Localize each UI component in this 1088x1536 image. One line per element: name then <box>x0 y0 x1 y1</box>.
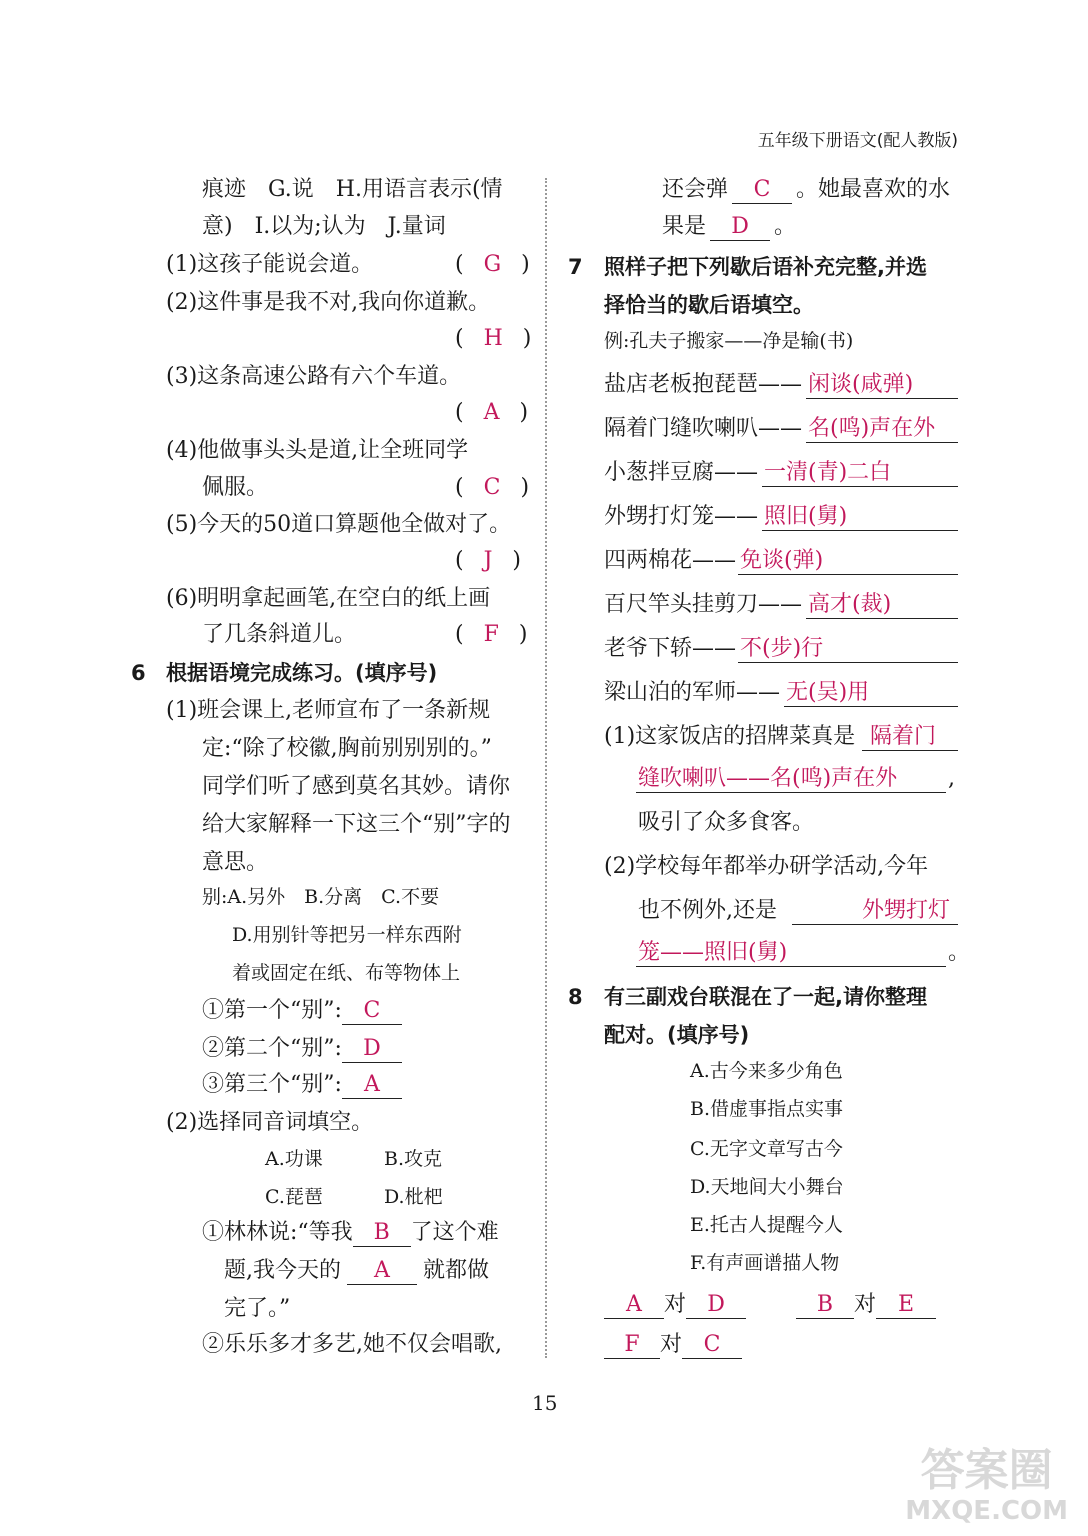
q7-item-3-answer: 一清(青)二白 <box>764 460 892 485</box>
q5-item-1: (1)这孩子能说会道。 <box>166 252 374 277</box>
q6-p2-s1-line3: 完了。” <box>224 1296 291 1321</box>
q7-fill2-line2: 也不例外,还是 <box>638 898 777 923</box>
q7-fill2-answer-1: 外甥打灯 <box>862 898 951 923</box>
q6-p2-s1-line2: 题,我今天的 A 就都做 <box>224 1258 490 1283</box>
q6-sub-2: ②第二个“别”: D <box>202 1034 402 1064</box>
q6-sub-3: ③第三个“别”: A <box>202 1070 402 1100</box>
q7-item-7-answer: 不(步)行 <box>740 636 824 661</box>
q6-p2-s2: ②乐乐多才多艺,她不仅会唱歌, <box>202 1332 502 1357</box>
q7-item-8-question: 梁山泊的军师—— <box>604 680 781 705</box>
q5-item-5-answer: ( J ) <box>455 548 522 573</box>
q7-title-1: 照样子把下列歇后语补充完整,并选 <box>604 255 927 279</box>
header-title: 五年级下册语文(配人教版) <box>757 131 958 151</box>
q6-p1-line2: 定:“除了校徽,胸前别别别的。” <box>202 736 492 761</box>
q7-fill2-answer-2: 笼——照旧(舅) <box>638 940 788 965</box>
q7-item-6-answer: 高才(裁) <box>808 592 892 617</box>
q8-opt-d: D.天地间大小舞台 <box>690 1176 844 1198</box>
q7-item-6-question: 百尺竿头挂剪刀—— <box>604 592 803 617</box>
q5-item-6-cont: 了几条斜道儿。 <box>202 622 357 647</box>
q7-fill2-period: 。 <box>948 940 971 965</box>
bie-options-2: D.用别针等把另一样东西附 <box>232 924 462 946</box>
q7-item-3-question: 小葱拌豆腐—— <box>604 460 759 485</box>
q5-item-6-answer: ( F ) <box>455 622 528 647</box>
q7-number: 7 <box>568 255 583 279</box>
q5-item-4-answer: ( C ) <box>455 475 530 500</box>
bie-options-3: 着或固定在纸、布等物体上 <box>232 962 461 984</box>
q7-item-1-answer: 闲谈(咸弹) <box>808 372 914 397</box>
q5-item-6: (6)明明拿起画笔,在空白的纸上画 <box>166 586 491 611</box>
q5-item-3-answer: ( A ) <box>455 400 529 425</box>
q8-pair-3: F 对 C <box>604 1330 742 1360</box>
q7-fill1-answer-1: 隔着门 <box>870 724 937 749</box>
q7-item-5-question: 四两棉花—— <box>604 548 737 573</box>
q5-item-1-answer: ( G ) <box>455 252 530 277</box>
q5-options-line2: 意) I.以为;认为 J.量词 <box>202 214 446 239</box>
q8-pair-1: A 对 D <box>604 1290 746 1320</box>
q5-item-4: (4)他做事头头是道,让全班同学 <box>166 438 469 463</box>
q8-title-1: 有三副戏台联混在了一起,请你整理 <box>604 985 927 1009</box>
q6-p1-line3: 同学们听了感到莫名其妙。请你 <box>202 774 511 799</box>
q8-pair-2: B 对 E <box>796 1290 936 1320</box>
q7-item-5-answer: 免谈(弹) <box>740 548 824 573</box>
q6-p1-line4: 给大家解释一下这三个“别”字的 <box>202 812 511 837</box>
p2-opt-b: B.攻克 <box>384 1148 443 1170</box>
q7-item-2-question: 隔着门缝吹喇叭—— <box>604 416 803 441</box>
q7-item-2-answer: 名(鸣)声在外 <box>808 416 936 441</box>
q7-title-2: 择恰当的歇后语填空。 <box>604 293 814 317</box>
q8-number: 8 <box>568 985 583 1009</box>
column-divider <box>545 178 547 1358</box>
bie-options-1: 别:A.另外 B.分离 C.不要 <box>202 886 440 908</box>
p2-opt-a: A.功课 <box>265 1148 323 1170</box>
q7-item-7-question: 老爷下轿—— <box>604 636 737 661</box>
q6-p1-line1: (1)班会课上,老师宣布了一条新规 <box>166 698 491 723</box>
q6-sub-1: ①第一个“别”: C <box>202 996 402 1026</box>
q5-item-4-cont: 佩服。 <box>202 475 269 500</box>
q8-opt-e: E.托古人提醒今人 <box>690 1214 843 1236</box>
q6-p2-title: (2)选择同音词填空。 <box>166 1110 374 1135</box>
q8-opt-c: C.无字文章写古今 <box>690 1138 843 1160</box>
q7-fill2-line1: (2)学校每年都举办研学活动,今年 <box>604 854 929 879</box>
q8-opt-b: B.借虚事指点实事 <box>690 1098 844 1120</box>
q6-p2-s1-line1: ①林林说:“等我 B 了这个难 <box>202 1220 499 1245</box>
q7-item-4-answer: 照旧(舅) <box>764 504 848 529</box>
q6-cont-line1: 还会弹 C 。她最喜欢的水 <box>662 177 951 202</box>
q8-opt-f: F.有声画谱描人物 <box>690 1252 840 1274</box>
q5-item-5: (5)今天的50道口算题他全做对了。 <box>166 512 512 537</box>
q5-item-2: (2)这件事是我不对,我向你道歉。 <box>166 290 491 315</box>
p2-opt-d: D.枇杷 <box>384 1186 443 1208</box>
p2-opt-c: C.琵琶 <box>265 1186 323 1208</box>
q8-title-2: 配对。(填序号) <box>604 1023 750 1047</box>
q5-item-3: (3)这条高速公路有六个车道。 <box>166 364 462 389</box>
q6-title: 根据语境完成练习。(填序号) <box>166 661 438 685</box>
q7-item-1-question: 盐店老板抱琵琶—— <box>604 372 803 397</box>
q6-number: 6 <box>131 661 146 685</box>
watermark-logo: 答案圈 MXQE.COM <box>905 1445 1068 1526</box>
q5-item-2-answer: ( H ) <box>455 326 532 351</box>
q8-opt-a: A.古今来多少角色 <box>690 1060 843 1082</box>
q5-options-line1: 痕迹 G.说 H.用语言表示(情 <box>202 177 503 202</box>
q7-fill1-comma: , <box>948 766 955 791</box>
q7-item-4-question: 外甥打灯笼—— <box>604 504 759 529</box>
q7-item-8-answer: 无(吴)用 <box>786 680 870 705</box>
q6-p1-line5: 意思。 <box>202 850 269 875</box>
q7-fill1-line3: 吸引了众多食客。 <box>638 810 815 835</box>
q6-cont-line2: 果是 D 。 <box>662 214 797 239</box>
q7-fill1-answer-2: 缝吹喇叭——名(鸣)声在外 <box>638 766 898 791</box>
q7-fill1-line1: (1)这家饭店的招牌菜真是 <box>604 724 856 749</box>
q7-example: 例:孔夫子搬家——净是输(书) <box>604 330 854 352</box>
page-number: 15 <box>532 1391 558 1415</box>
